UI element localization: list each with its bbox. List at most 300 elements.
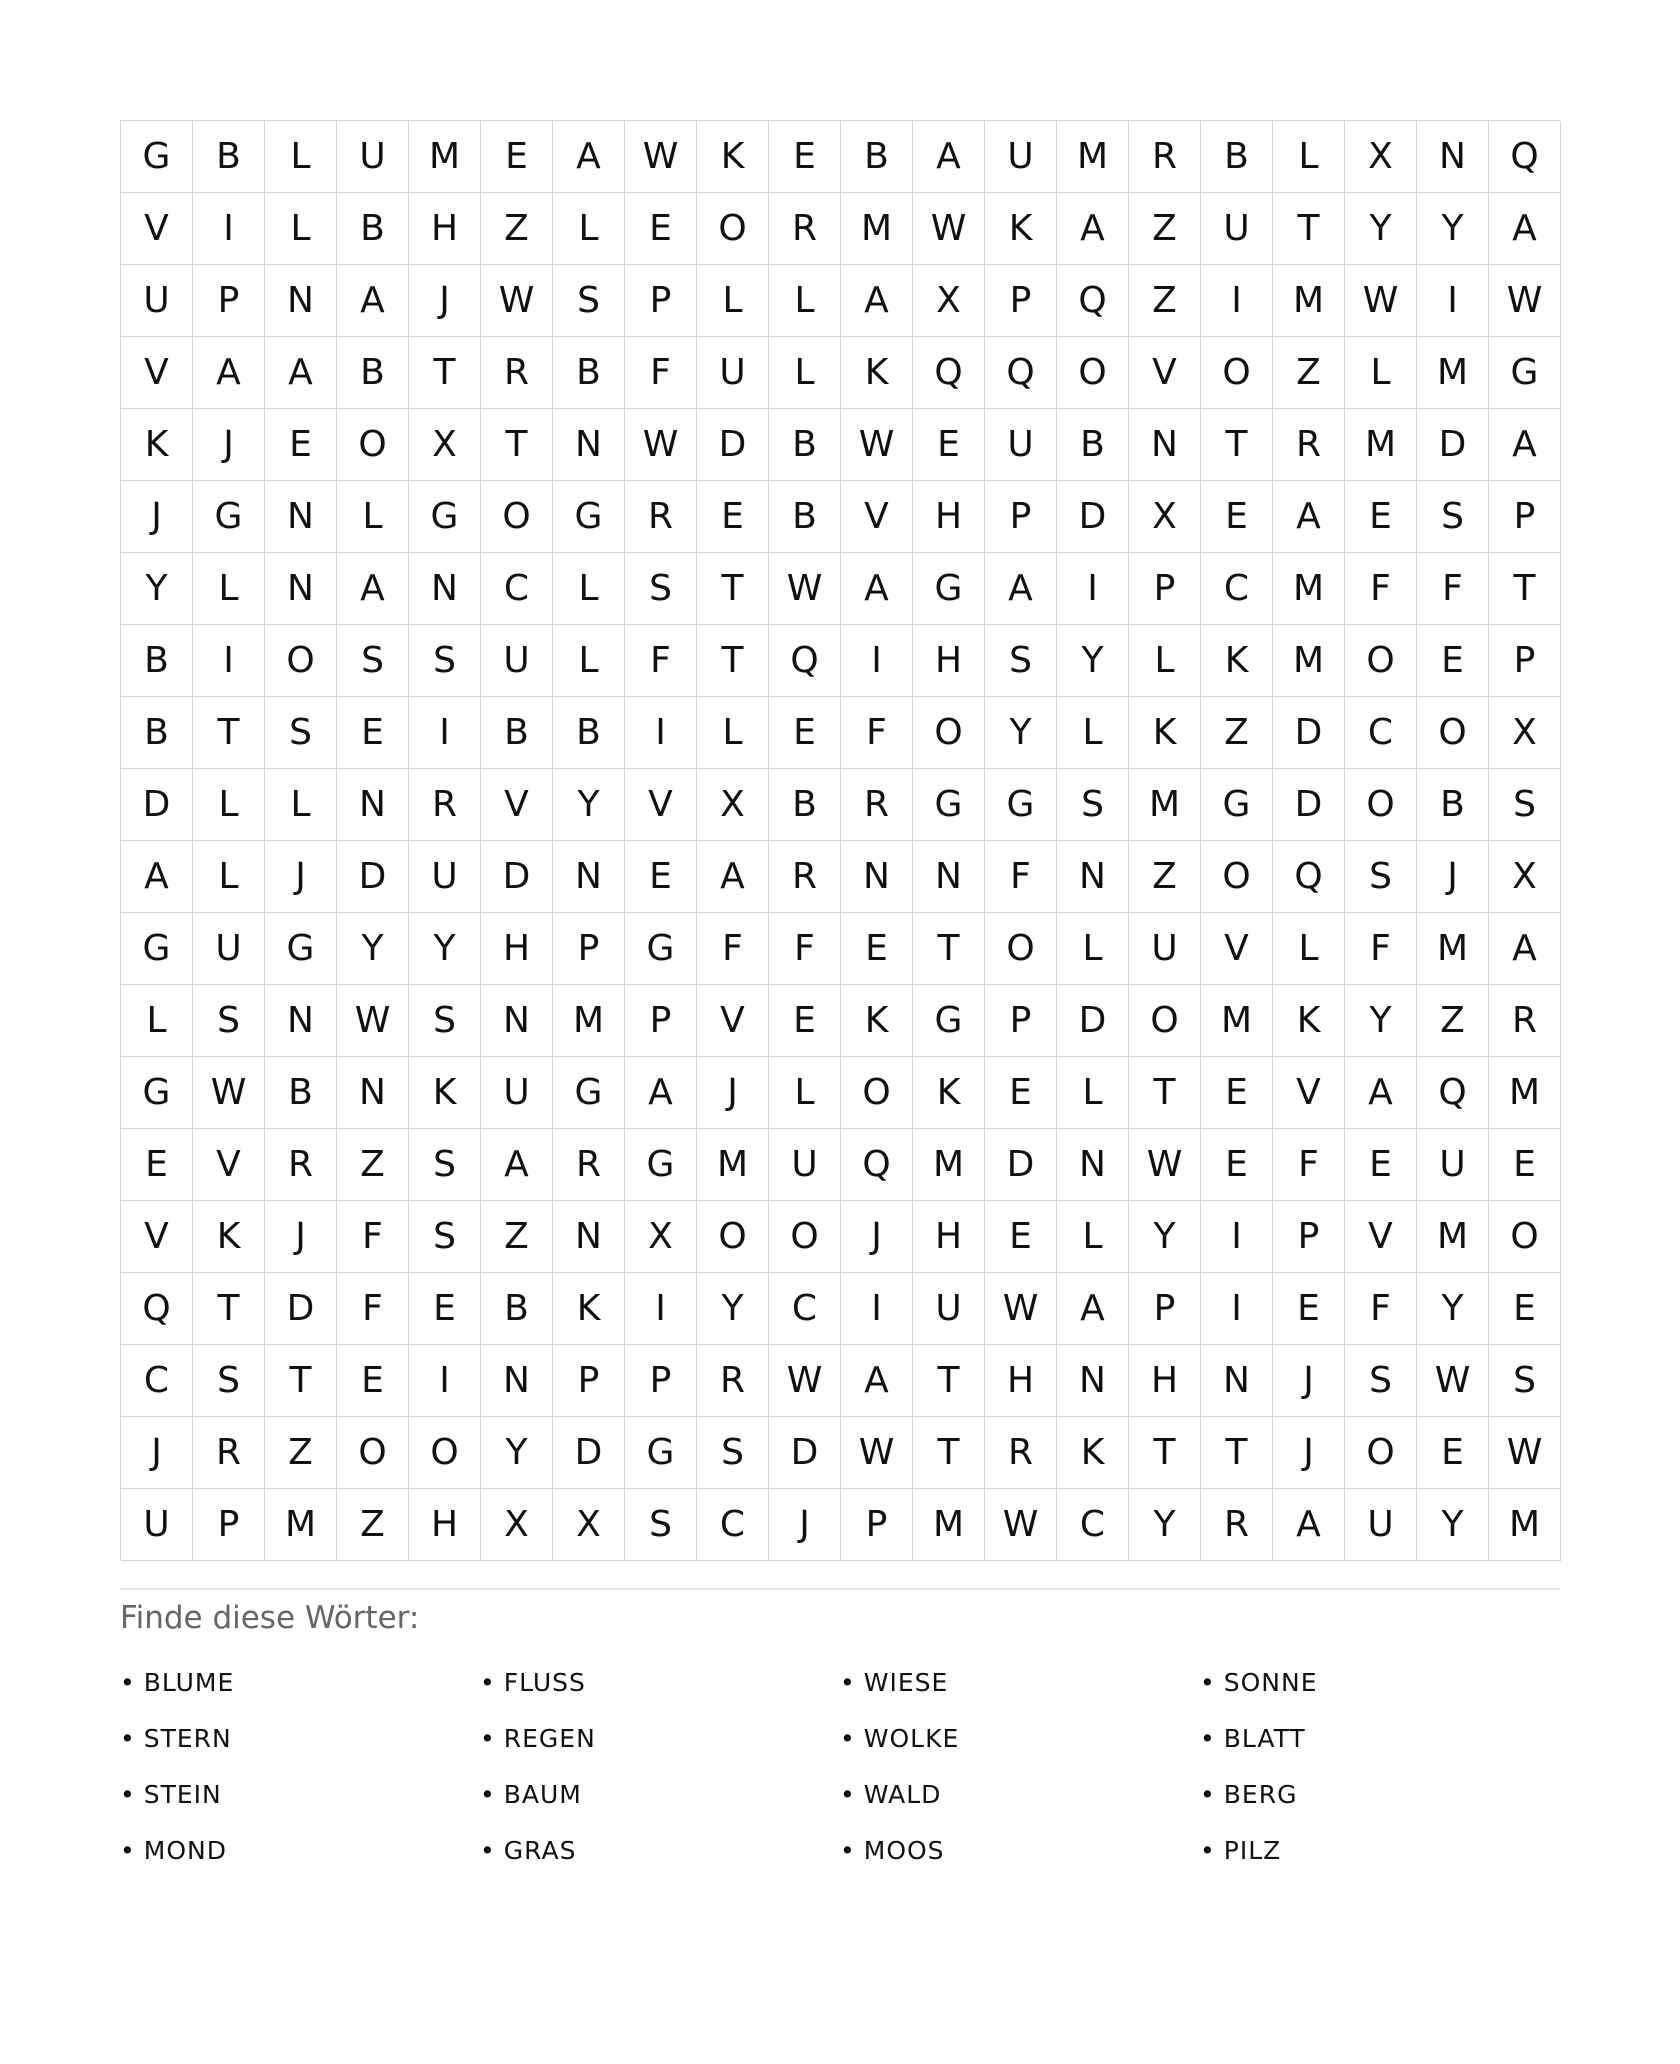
grid-cell[interactable]: S <box>625 553 697 625</box>
grid-cell[interactable]: S <box>1489 1345 1561 1417</box>
grid-cell[interactable]: A <box>193 337 265 409</box>
grid-cell[interactable]: B <box>1417 769 1489 841</box>
grid-cell[interactable]: E <box>697 481 769 553</box>
grid-cell[interactable]: F <box>1273 1129 1345 1201</box>
grid-cell[interactable]: M <box>1129 769 1201 841</box>
grid-cell[interactable]: N <box>265 553 337 625</box>
grid-cell[interactable]: L <box>1057 697 1129 769</box>
grid-cell[interactable]: E <box>913 409 985 481</box>
grid-cell[interactable]: A <box>841 553 913 625</box>
grid-cell[interactable]: Z <box>265 1417 337 1489</box>
grid-cell[interactable]: L <box>337 481 409 553</box>
grid-cell[interactable]: C <box>121 1345 193 1417</box>
grid-cell[interactable]: T <box>913 913 985 985</box>
grid-cell[interactable]: L <box>769 265 841 337</box>
grid-cell[interactable]: L <box>769 337 841 409</box>
grid-cell[interactable]: A <box>553 121 625 193</box>
grid-cell[interactable]: S <box>697 1417 769 1489</box>
grid-cell[interactable]: A <box>841 265 913 337</box>
grid-cell[interactable]: T <box>1201 409 1273 481</box>
grid-cell[interactable]: A <box>1345 1057 1417 1129</box>
grid-cell[interactable]: R <box>841 769 913 841</box>
grid-cell[interactable]: M <box>697 1129 769 1201</box>
grid-cell[interactable]: E <box>1417 1417 1489 1489</box>
grid-cell[interactable]: G <box>553 481 625 553</box>
grid-cell[interactable]: Y <box>337 913 409 985</box>
grid-cell[interactable]: A <box>265 337 337 409</box>
grid-cell[interactable]: H <box>481 913 553 985</box>
grid-cell[interactable]: E <box>337 697 409 769</box>
grid-cell[interactable]: Z <box>337 1129 409 1201</box>
grid-cell[interactable]: D <box>697 409 769 481</box>
grid-cell[interactable]: M <box>1417 913 1489 985</box>
grid-cell[interactable]: D <box>1273 697 1345 769</box>
grid-cell[interactable]: H <box>409 1489 481 1561</box>
grid-cell[interactable]: M <box>1489 1057 1561 1129</box>
grid-cell[interactable]: E <box>337 1345 409 1417</box>
grid-cell[interactable]: Q <box>1489 121 1561 193</box>
grid-cell[interactable]: M <box>913 1129 985 1201</box>
grid-cell[interactable]: C <box>769 1273 841 1345</box>
grid-cell[interactable]: U <box>481 1057 553 1129</box>
grid-cell[interactable]: I <box>625 1273 697 1345</box>
grid-cell[interactable]: N <box>1057 1129 1129 1201</box>
grid-cell[interactable]: J <box>193 409 265 481</box>
grid-cell[interactable]: O <box>1345 1417 1417 1489</box>
grid-cell[interactable]: G <box>913 985 985 1057</box>
grid-cell[interactable]: N <box>337 1057 409 1129</box>
grid-cell[interactable]: N <box>553 841 625 913</box>
grid-cell[interactable]: O <box>697 1201 769 1273</box>
grid-cell[interactable]: X <box>481 1489 553 1561</box>
grid-cell[interactable]: E <box>985 1201 1057 1273</box>
grid-cell[interactable]: M <box>1417 1201 1489 1273</box>
grid-cell[interactable]: G <box>913 553 985 625</box>
grid-cell[interactable]: P <box>985 481 1057 553</box>
grid-cell[interactable]: M <box>913 1489 985 1561</box>
grid-cell[interactable]: U <box>769 1129 841 1201</box>
grid-cell[interactable]: N <box>841 841 913 913</box>
grid-cell[interactable]: F <box>1345 553 1417 625</box>
grid-cell[interactable]: T <box>193 1273 265 1345</box>
grid-cell[interactable]: B <box>481 697 553 769</box>
grid-cell[interactable]: J <box>265 1201 337 1273</box>
grid-cell[interactable]: A <box>1057 193 1129 265</box>
grid-cell[interactable]: E <box>1489 1273 1561 1345</box>
grid-cell[interactable]: W <box>769 553 841 625</box>
grid-cell[interactable]: J <box>121 481 193 553</box>
grid-cell[interactable]: B <box>769 481 841 553</box>
grid-cell[interactable]: S <box>409 1129 481 1201</box>
grid-cell[interactable]: E <box>1345 481 1417 553</box>
grid-cell[interactable]: O <box>409 1417 481 1489</box>
grid-cell[interactable]: U <box>985 409 1057 481</box>
grid-cell[interactable]: D <box>481 841 553 913</box>
grid-cell[interactable]: F <box>337 1273 409 1345</box>
grid-cell[interactable]: P <box>625 265 697 337</box>
grid-cell[interactable]: P <box>985 265 1057 337</box>
grid-cell[interactable]: C <box>1057 1489 1129 1561</box>
grid-cell[interactable]: F <box>769 913 841 985</box>
grid-cell[interactable]: W <box>625 409 697 481</box>
grid-cell[interactable]: G <box>1201 769 1273 841</box>
grid-cell[interactable]: U <box>1129 913 1201 985</box>
grid-cell[interactable]: C <box>1201 553 1273 625</box>
grid-cell[interactable]: P <box>553 1345 625 1417</box>
grid-cell[interactable]: S <box>337 625 409 697</box>
grid-cell[interactable]: A <box>841 1345 913 1417</box>
grid-cell[interactable]: X <box>1489 697 1561 769</box>
grid-cell[interactable]: A <box>1057 1273 1129 1345</box>
grid-cell[interactable]: R <box>1201 1489 1273 1561</box>
grid-cell[interactable]: L <box>1129 625 1201 697</box>
grid-cell[interactable]: P <box>1129 553 1201 625</box>
grid-cell[interactable]: C <box>1345 697 1417 769</box>
grid-cell[interactable]: L <box>697 265 769 337</box>
grid-cell[interactable]: P <box>625 985 697 1057</box>
grid-cell[interactable]: Q <box>1417 1057 1489 1129</box>
grid-cell[interactable]: F <box>625 337 697 409</box>
grid-cell[interactable]: T <box>1129 1417 1201 1489</box>
grid-cell[interactable]: V <box>697 985 769 1057</box>
grid-cell[interactable]: E <box>769 985 841 1057</box>
grid-cell[interactable]: Y <box>1417 1273 1489 1345</box>
grid-cell[interactable]: E <box>769 697 841 769</box>
grid-cell[interactable]: F <box>337 1201 409 1273</box>
grid-cell[interactable]: U <box>193 913 265 985</box>
grid-cell[interactable]: L <box>1057 1201 1129 1273</box>
grid-cell[interactable]: V <box>121 193 193 265</box>
grid-cell[interactable]: I <box>1201 1201 1273 1273</box>
grid-cell[interactable]: M <box>1201 985 1273 1057</box>
grid-cell[interactable]: E <box>1417 625 1489 697</box>
grid-cell[interactable]: T <box>193 697 265 769</box>
grid-cell[interactable]: K <box>985 193 1057 265</box>
grid-cell[interactable]: I <box>409 1345 481 1417</box>
grid-cell[interactable]: O <box>1129 985 1201 1057</box>
grid-cell[interactable]: S <box>1345 841 1417 913</box>
grid-cell[interactable]: P <box>193 265 265 337</box>
grid-cell[interactable]: L <box>265 121 337 193</box>
grid-cell[interactable]: X <box>1129 481 1201 553</box>
grid-cell[interactable]: E <box>1489 1129 1561 1201</box>
grid-cell[interactable]: L <box>553 193 625 265</box>
grid-cell[interactable]: A <box>625 1057 697 1129</box>
grid-cell[interactable]: W <box>337 985 409 1057</box>
grid-cell[interactable]: B <box>1057 409 1129 481</box>
grid-cell[interactable]: S <box>409 1201 481 1273</box>
grid-cell[interactable]: X <box>625 1201 697 1273</box>
grid-cell[interactable]: J <box>409 265 481 337</box>
grid-cell[interactable]: O <box>1417 697 1489 769</box>
grid-cell[interactable]: K <box>841 337 913 409</box>
grid-cell[interactable]: L <box>1345 337 1417 409</box>
grid-cell[interactable]: T <box>1201 1417 1273 1489</box>
grid-cell[interactable]: W <box>1489 1417 1561 1489</box>
grid-cell[interactable]: X <box>409 409 481 481</box>
grid-cell[interactable]: S <box>625 1489 697 1561</box>
grid-cell[interactable]: W <box>913 193 985 265</box>
grid-cell[interactable]: I <box>1201 265 1273 337</box>
grid-cell[interactable]: B <box>481 1273 553 1345</box>
grid-cell[interactable]: X <box>1345 121 1417 193</box>
grid-cell[interactable]: N <box>265 985 337 1057</box>
grid-cell[interactable]: Q <box>1057 265 1129 337</box>
grid-cell[interactable]: E <box>1201 1057 1273 1129</box>
grid-cell[interactable]: O <box>1345 625 1417 697</box>
grid-cell[interactable]: B <box>121 697 193 769</box>
grid-cell[interactable]: I <box>193 193 265 265</box>
grid-cell[interactable]: H <box>913 1201 985 1273</box>
grid-cell[interactable]: Z <box>1129 193 1201 265</box>
grid-cell[interactable]: B <box>769 409 841 481</box>
grid-cell[interactable]: Z <box>337 1489 409 1561</box>
grid-cell[interactable]: A <box>337 553 409 625</box>
grid-cell[interactable]: L <box>265 193 337 265</box>
grid-cell[interactable]: J <box>697 1057 769 1129</box>
grid-cell[interactable]: U <box>121 1489 193 1561</box>
grid-cell[interactable]: Y <box>1345 985 1417 1057</box>
grid-cell[interactable]: U <box>1417 1129 1489 1201</box>
grid-cell[interactable]: G <box>913 769 985 841</box>
grid-cell[interactable]: D <box>1273 769 1345 841</box>
grid-cell[interactable]: W <box>1417 1345 1489 1417</box>
grid-cell[interactable]: M <box>1057 121 1129 193</box>
grid-cell[interactable]: A <box>481 1129 553 1201</box>
grid-cell[interactable]: Y <box>697 1273 769 1345</box>
grid-cell[interactable]: S <box>1417 481 1489 553</box>
grid-cell[interactable]: A <box>121 841 193 913</box>
grid-cell[interactable]: S <box>193 1345 265 1417</box>
grid-cell[interactable]: N <box>481 985 553 1057</box>
grid-cell[interactable]: U <box>409 841 481 913</box>
grid-cell[interactable]: H <box>913 625 985 697</box>
grid-cell[interactable]: W <box>1129 1129 1201 1201</box>
grid-cell[interactable]: L <box>697 697 769 769</box>
grid-cell[interactable]: Q <box>913 337 985 409</box>
grid-cell[interactable]: A <box>913 121 985 193</box>
grid-cell[interactable]: V <box>841 481 913 553</box>
grid-cell[interactable]: S <box>409 985 481 1057</box>
grid-cell[interactable]: Y <box>1417 193 1489 265</box>
grid-cell[interactable]: E <box>769 121 841 193</box>
grid-cell[interactable]: G <box>625 1417 697 1489</box>
grid-cell[interactable]: I <box>1417 265 1489 337</box>
grid-cell[interactable]: W <box>1489 265 1561 337</box>
grid-cell[interactable]: V <box>481 769 553 841</box>
grid-cell[interactable]: N <box>1129 409 1201 481</box>
grid-cell[interactable]: K <box>121 409 193 481</box>
grid-cell[interactable]: R <box>769 193 841 265</box>
grid-cell[interactable]: U <box>1345 1489 1417 1561</box>
grid-cell[interactable]: F <box>985 841 1057 913</box>
grid-cell[interactable]: G <box>1489 337 1561 409</box>
grid-cell[interactable]: J <box>841 1201 913 1273</box>
grid-cell[interactable]: G <box>121 913 193 985</box>
grid-cell[interactable]: V <box>1201 913 1273 985</box>
grid-cell[interactable]: Y <box>409 913 481 985</box>
grid-cell[interactable]: B <box>265 1057 337 1129</box>
grid-cell[interactable]: H <box>913 481 985 553</box>
grid-cell[interactable]: U <box>697 337 769 409</box>
grid-cell[interactable]: X <box>553 1489 625 1561</box>
grid-cell[interactable]: R <box>697 1345 769 1417</box>
grid-cell[interactable]: S <box>1057 769 1129 841</box>
grid-cell[interactable]: A <box>1489 193 1561 265</box>
grid-cell[interactable]: W <box>769 1345 841 1417</box>
grid-cell[interactable]: O <box>1201 337 1273 409</box>
grid-cell[interactable]: L <box>1057 1057 1129 1129</box>
grid-cell[interactable]: S <box>553 265 625 337</box>
grid-cell[interactable]: P <box>841 1489 913 1561</box>
grid-cell[interactable]: V <box>1273 1057 1345 1129</box>
grid-cell[interactable]: T <box>913 1345 985 1417</box>
grid-cell[interactable]: E <box>841 913 913 985</box>
grid-cell[interactable]: Y <box>1129 1489 1201 1561</box>
grid-cell[interactable]: T <box>1273 193 1345 265</box>
grid-cell[interactable]: V <box>121 1201 193 1273</box>
grid-cell[interactable]: R <box>985 1417 1057 1489</box>
grid-cell[interactable]: K <box>193 1201 265 1273</box>
grid-cell[interactable]: Z <box>1273 337 1345 409</box>
grid-cell[interactable]: X <box>1489 841 1561 913</box>
grid-cell[interactable]: L <box>1057 913 1129 985</box>
grid-cell[interactable]: D <box>985 1129 1057 1201</box>
grid-cell[interactable]: O <box>1057 337 1129 409</box>
grid-cell[interactable]: O <box>481 481 553 553</box>
grid-cell[interactable]: A <box>1489 913 1561 985</box>
grid-cell[interactable]: T <box>265 1345 337 1417</box>
grid-cell[interactable]: L <box>553 625 625 697</box>
grid-cell[interactable]: K <box>409 1057 481 1129</box>
grid-cell[interactable]: B <box>337 337 409 409</box>
grid-cell[interactable]: E <box>985 1057 1057 1129</box>
grid-cell[interactable]: W <box>1345 265 1417 337</box>
grid-cell[interactable]: T <box>913 1417 985 1489</box>
grid-cell[interactable]: H <box>985 1345 1057 1417</box>
grid-cell[interactable]: U <box>337 121 409 193</box>
grid-cell[interactable]: R <box>553 1129 625 1201</box>
grid-cell[interactable]: M <box>1273 553 1345 625</box>
grid-cell[interactable]: R <box>1129 121 1201 193</box>
grid-cell[interactable]: T <box>481 409 553 481</box>
grid-cell[interactable]: F <box>625 625 697 697</box>
grid-cell[interactable]: R <box>481 337 553 409</box>
grid-cell[interactable]: N <box>1417 121 1489 193</box>
grid-cell[interactable]: N <box>1057 1345 1129 1417</box>
grid-cell[interactable]: Y <box>985 697 1057 769</box>
grid-cell[interactable]: G <box>121 1057 193 1129</box>
grid-cell[interactable]: I <box>1201 1273 1273 1345</box>
grid-cell[interactable]: N <box>1201 1345 1273 1417</box>
grid-cell[interactable]: P <box>1129 1273 1201 1345</box>
grid-cell[interactable]: V <box>1129 337 1201 409</box>
grid-cell[interactable]: M <box>409 121 481 193</box>
grid-cell[interactable]: C <box>481 553 553 625</box>
grid-cell[interactable]: E <box>409 1273 481 1345</box>
grid-cell[interactable]: O <box>1201 841 1273 913</box>
grid-cell[interactable]: X <box>913 265 985 337</box>
grid-cell[interactable]: T <box>697 625 769 697</box>
grid-cell[interactable]: K <box>913 1057 985 1129</box>
grid-cell[interactable]: O <box>1345 769 1417 841</box>
grid-cell[interactable]: L <box>193 553 265 625</box>
grid-cell[interactable]: O <box>337 1417 409 1489</box>
grid-cell[interactable]: M <box>1273 265 1345 337</box>
grid-cell[interactable]: N <box>265 265 337 337</box>
grid-cell[interactable]: Z <box>1129 265 1201 337</box>
grid-cell[interactable]: P <box>193 1489 265 1561</box>
grid-cell[interactable]: N <box>265 481 337 553</box>
grid-cell[interactable]: N <box>409 553 481 625</box>
grid-cell[interactable]: W <box>841 409 913 481</box>
grid-cell[interactable]: I <box>1057 553 1129 625</box>
grid-cell[interactable]: P <box>1489 481 1561 553</box>
grid-cell[interactable]: P <box>625 1345 697 1417</box>
grid-cell[interactable]: G <box>265 913 337 985</box>
grid-cell[interactable]: S <box>1345 1345 1417 1417</box>
grid-cell[interactable]: T <box>409 337 481 409</box>
grid-cell[interactable]: W <box>985 1273 1057 1345</box>
grid-cell[interactable]: P <box>985 985 1057 1057</box>
grid-cell[interactable]: C <box>697 1489 769 1561</box>
grid-cell[interactable]: D <box>265 1273 337 1345</box>
grid-cell[interactable]: R <box>1273 409 1345 481</box>
grid-cell[interactable]: T <box>1489 553 1561 625</box>
grid-cell[interactable]: V <box>1345 1201 1417 1273</box>
grid-cell[interactable]: I <box>409 697 481 769</box>
grid-cell[interactable]: G <box>625 913 697 985</box>
grid-cell[interactable]: K <box>553 1273 625 1345</box>
grid-cell[interactable]: O <box>841 1057 913 1129</box>
grid-cell[interactable]: L <box>265 769 337 841</box>
grid-cell[interactable]: G <box>121 121 193 193</box>
grid-cell[interactable]: N <box>553 409 625 481</box>
grid-cell[interactable]: E <box>481 121 553 193</box>
grid-cell[interactable]: E <box>1201 481 1273 553</box>
grid-cell[interactable]: S <box>409 625 481 697</box>
grid-cell[interactable]: Y <box>1417 1489 1489 1561</box>
grid-cell[interactable]: R <box>193 1417 265 1489</box>
grid-cell[interactable]: O <box>985 913 1057 985</box>
grid-cell[interactable]: O <box>769 1201 841 1273</box>
grid-cell[interactable]: J <box>1417 841 1489 913</box>
grid-cell[interactable]: S <box>265 697 337 769</box>
grid-cell[interactable]: B <box>193 121 265 193</box>
grid-cell[interactable]: M <box>265 1489 337 1561</box>
grid-cell[interactable]: U <box>913 1273 985 1345</box>
grid-cell[interactable]: P <box>1489 625 1561 697</box>
grid-cell[interactable]: Z <box>1201 697 1273 769</box>
grid-cell[interactable]: I <box>625 697 697 769</box>
grid-cell[interactable]: Z <box>481 193 553 265</box>
grid-cell[interactable]: R <box>1489 985 1561 1057</box>
grid-cell[interactable]: K <box>1273 985 1345 1057</box>
grid-cell[interactable]: W <box>841 1417 913 1489</box>
grid-cell[interactable]: D <box>769 1417 841 1489</box>
grid-cell[interactable]: W <box>985 1489 1057 1561</box>
grid-cell[interactable]: B <box>1201 121 1273 193</box>
grid-cell[interactable]: B <box>553 337 625 409</box>
grid-cell[interactable]: L <box>193 769 265 841</box>
grid-cell[interactable]: V <box>625 769 697 841</box>
grid-cell[interactable]: L <box>121 985 193 1057</box>
grid-cell[interactable]: L <box>193 841 265 913</box>
grid-cell[interactable]: Y <box>553 769 625 841</box>
grid-cell[interactable]: E <box>265 409 337 481</box>
grid-cell[interactable]: F <box>841 697 913 769</box>
grid-cell[interactable]: D <box>553 1417 625 1489</box>
